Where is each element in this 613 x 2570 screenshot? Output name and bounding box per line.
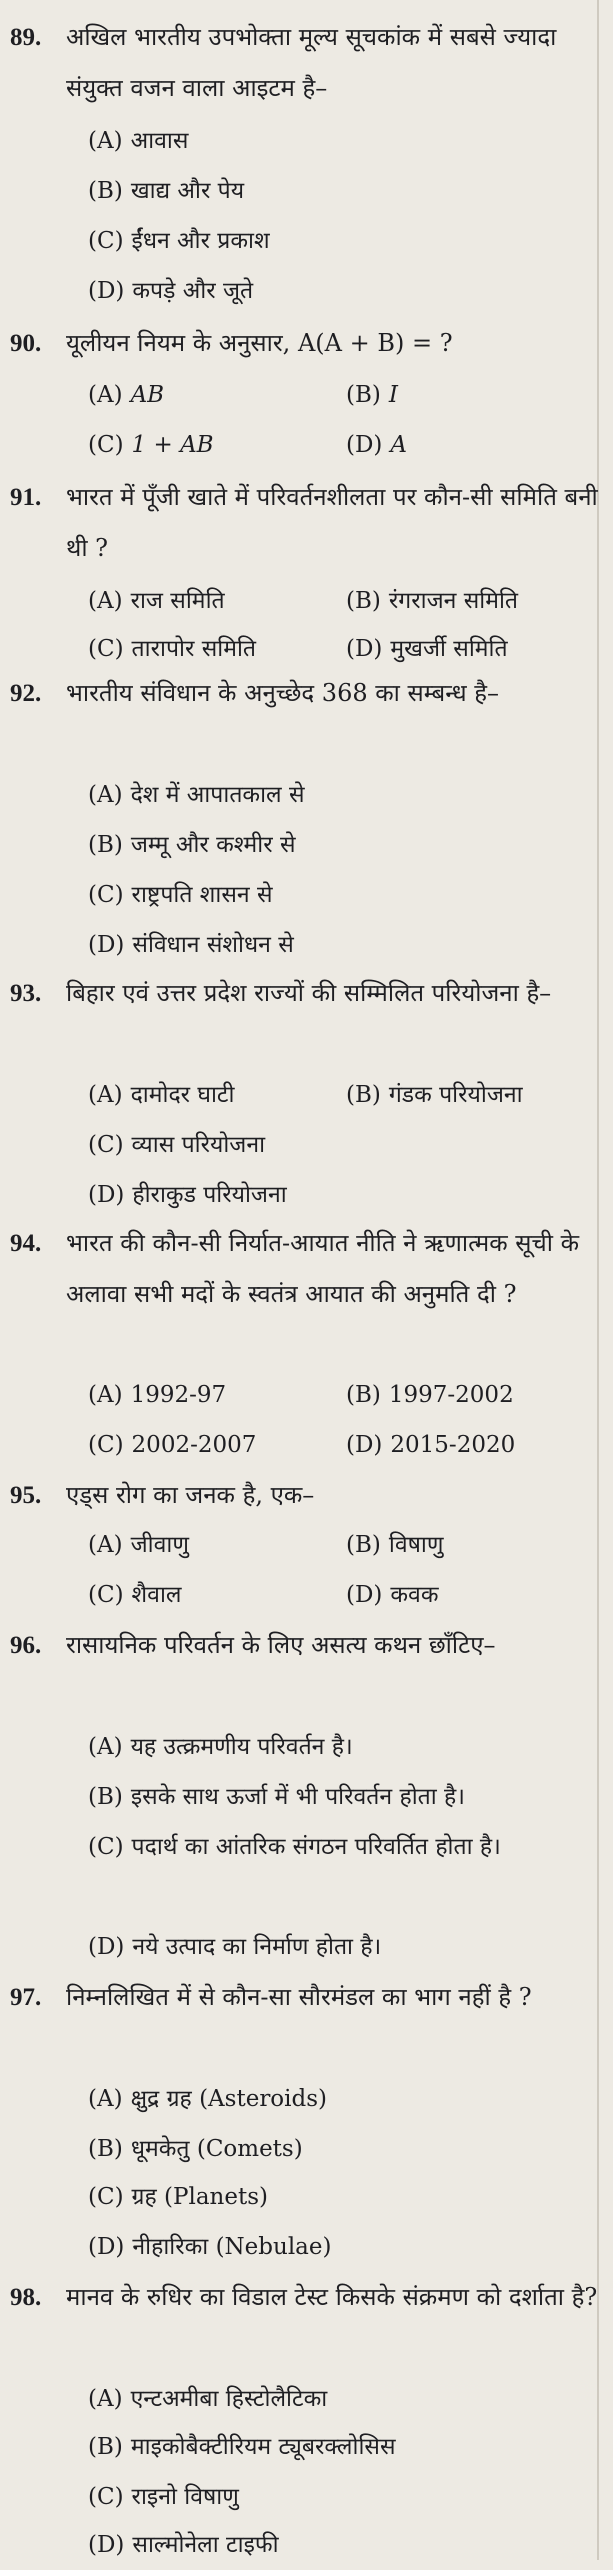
question-stem: भारतीय संविधान के अनुच्छेद 368 का सम्बन्ध है– [66,679,500,707]
option-d[interactable]: (D) नये उत्पाद का निर्माण होता है। [88,1934,382,1960]
question-number: 89. [10,24,42,51]
question-number: 97. [10,1984,42,2011]
question-number: 92. [10,680,42,707]
option-c[interactable]: (C) राष्ट्रपति शासन से [88,882,273,908]
option-d[interactable]: (D) साल्मोनेला टाइफी [88,2532,279,2558]
question-number: 95. [10,1482,42,1509]
option-b[interactable]: (B) विषाणु [346,1532,444,1558]
question-number: 90. [10,330,42,357]
option-c[interactable]: (C) 1 + AB [88,432,214,458]
option-b[interactable]: (B) माइकोबैक्टीरियम ट्यूबरक्लोसिस [88,2434,396,2460]
option-a[interactable]: (A) राज समिति [88,588,225,614]
option-c[interactable]: (C) पदार्थ का आंतरिक संगठन परिवर्तित होता है। [88,1834,501,1860]
option-b[interactable]: (B) धूमकेतु (Comets) [88,2136,303,2162]
question-stem: भारत में पूँजी खाते में परिवर्तनशीलता पर कौन-सी समिति बनी थी ? [66,483,598,562]
option-b[interactable]: (B) गंडक परियोजना [346,1082,523,1108]
option-c[interactable]: (C) शैवाल [88,1582,182,1608]
option-b[interactable]: (B) इसके साथ ऊर्जा में भी परिवर्तन होता है। [88,1784,465,1810]
question-stem: यूलीयन नियम के अनुसार, A(A + B) = ? [66,329,453,357]
option-d[interactable]: (D) कपड़े और जूते [88,278,254,304]
question-stem: भारत की कौन-सी निर्यात-आयात नीति ने ऋणात्मक सूची के अलावा सभी मदों के स्वतंत्र आयात की अनुमति दी ? [66,1229,580,1308]
question-stem: बिहार एवं उत्तर प्रदेश राज्यों की सम्मिलित परियोजना है– [66,979,552,1007]
question-stem: रासायनिक परिवर्तन के लिए असत्य कथन छाँटिए– [66,1631,496,1659]
option-b[interactable]: (B) 1997-2002 [346,1382,514,1408]
option-c[interactable]: (C) राइनो विषाणु [88,2484,239,2510]
question-number: 98. [10,2284,42,2311]
question-number: 94. [10,1230,42,1257]
option-a[interactable]: (A) 1992-97 [88,1382,227,1408]
question-number: 91. [10,484,42,511]
option-a[interactable]: (A) एन्टअमीबा हिस्टोलैटिका [88,2386,328,2412]
question-stem: मानव के रुधिर का विडाल टेस्ट किसके संक्रमण को दर्शाता है? [66,2283,598,2311]
option-d[interactable]: (D) नीहारिका (Nebulae) [88,2234,332,2260]
option-d[interactable]: (D) 2015-2020 [346,1432,516,1458]
option-b[interactable]: (B) I [346,382,398,408]
option-a[interactable]: (A) AB [88,382,165,408]
question-number: 96. [10,1632,42,1659]
question-stem: एड्स रोग का जनक है, एक– [66,1481,315,1509]
option-c[interactable]: (C) 2002-2007 [88,1432,257,1458]
option-b[interactable]: (B) जम्मू और कश्मीर से [88,832,296,858]
option-d[interactable]: (D) संविधान संशोधन से [88,932,294,958]
option-a[interactable]: (A) देश में आपातकाल से [88,782,305,808]
option-c[interactable]: (C) ग्रह (Planets) [88,2184,269,2210]
option-a[interactable]: (A) यह उत्क्रमणीय परिवर्तन है। [88,1734,353,1760]
option-c[interactable]: (C) व्यास परियोजना [88,1132,266,1158]
question-number: 93. [10,980,42,1007]
question-stem: अखिल भारतीय उपभोक्ता मूल्य सूचकांक में सबसे ज्यादा संयुक्त वजन वाला आइटम है– [66,23,557,102]
option-d[interactable]: (D) मुखर्जी समिति [346,636,508,662]
question-stem: निम्नलिखित में से कौन-सा सौरमंडल का भाग नहीं है ? [66,1983,532,2011]
option-a[interactable]: (A) दामोदर घाटी [88,1082,235,1108]
option-d[interactable]: (D) हीराकुड परियोजना [88,1182,287,1208]
option-d[interactable]: (D) कवक [346,1582,439,1608]
option-b[interactable]: (B) खाद्य और पेय [88,178,245,204]
option-d[interactable]: (D) A [346,432,408,458]
option-c[interactable]: (C) ईंधन और प्रकाश [88,228,270,254]
option-a[interactable]: (A) आवास [88,128,189,154]
option-c[interactable]: (C) तारापोर समिति [88,636,257,662]
option-a[interactable]: (A) क्षुद्र ग्रह (Asteroids) [88,2086,328,2112]
option-a[interactable]: (A) जीवाणु [88,1532,189,1558]
option-b[interactable]: (B) रंगराजन समिति [346,588,519,614]
